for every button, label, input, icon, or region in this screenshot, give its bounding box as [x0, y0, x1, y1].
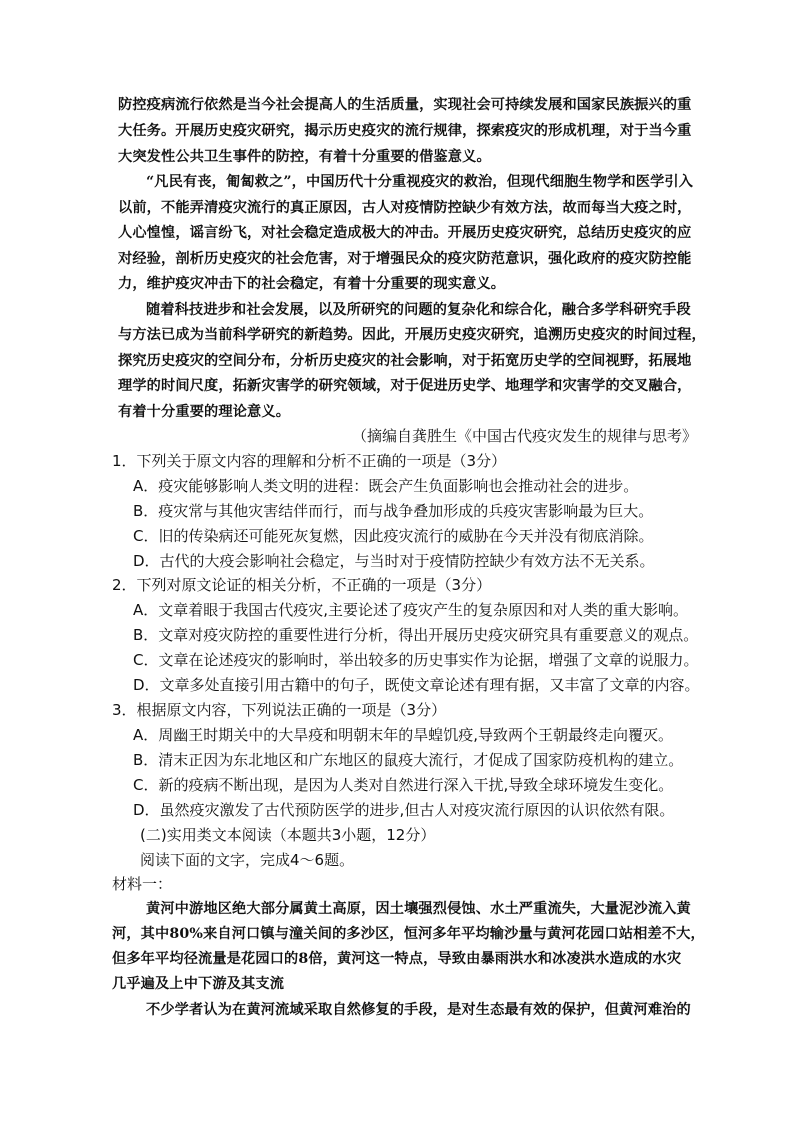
option-d: D．古代的大疫会影响社会稳定，与当时对于疫情防控缺少有效方法不无关系。	[133, 552, 655, 570]
option-a: A．周幽王时期关中的大旱疫和明朝末年的旱蝗饥疫,导致两个王朝最终走向覆灭。	[133, 726, 674, 744]
passage-line: 随着科技进步和社会发展，以及所研究的问题的复杂化和综合化，融合多学科研究手段	[146, 302, 691, 318]
option-c: C．文章在论述疫灾的影响时，举出较多的历史事实作为论据，增强了文章的说服力。	[133, 651, 699, 669]
option-c: C．新的疫病不断出现，是因为人类对自然进行深入干扰,导致全球环境发生变化。	[133, 776, 674, 794]
option-b: B．清末正因为东北地区和广东地区的鼠疫大流行，才促成了国家防疫机构的建立。	[133, 751, 684, 769]
option-c: C．旧的传染病还可能死灰复燃，因此疫灾流行的威胁在今天并没有彻底消除。	[133, 527, 654, 545]
passage-line: 大任务。开展历史疫灾研究，揭示历史疫灾的流行规律，探索疫灾的形成机理，对于当今重	[118, 123, 692, 139]
passage-line: 对经验，剖析历史疫灾的社会危害，对于增强民众的疫灾防范意识，强化政府的疫灾防控能	[118, 251, 692, 267]
passage-line: 河，其中80%来自河口镇与潼关间的多沙区，恒河多年平均输沙量与黄河花园口站相差不大，	[112, 926, 705, 942]
passage-line: 几乎遍及上中下游及其支流	[112, 976, 285, 992]
passage-line: 人心惶惶，谣言纷飞，对社会稳定造成极大的冲击。开展历史疫灾研究，总结历史疫灾的应	[118, 225, 692, 241]
option-d: D．虽然疫灾激发了古代预防医学的进步,但古人对疫灾流行原因的认识依然有限。	[133, 801, 675, 819]
passage-line: 力，维护疫灾冲击下的社会稳定，有着十分重要的现实意义。	[118, 276, 506, 292]
passage-line: 探究历史疫灾的空间分布，分析历史疫灾的社会影响，对于拓宽历史学的空间视野，拓展地	[118, 353, 692, 369]
option-b: B．疫灾常与其他灾害结伴而行，而与战争叠加形成的兵疫灾害影响最为巨大。	[133, 502, 654, 520]
question-stem: 2．下列对原文论证的相关分析，不正确的一项是（3分）	[112, 576, 492, 594]
passage-line: 不少学者认为在黄河流域采取自然修复的手段，是对生态最有效的保护，但黄河难治的	[146, 1002, 691, 1018]
material-label: 材料一：	[112, 875, 173, 893]
passage-line: 与方法已成为当前科学研究的新趋势。因此，开展历史疫灾研究，追溯历史疫灾的时间过程，	[118, 327, 706, 343]
passage-line: 以前，不能弄清疫灾流行的真正原因，古人对疫情防控缺少有效方法，故而每当大疫之时，	[118, 200, 692, 216]
passage-line: 黄河中游地区绝大部分属黄土高原，因土壤强烈侵蚀、水土严重流失，大量泥沙流入黄	[146, 901, 691, 917]
question-stem: 1．下列关于原文内容的理解和分析不正确的一项是（3分）	[112, 452, 507, 470]
question-stem: 3．根据原文内容，下列说法正确的一项是（3分）	[112, 701, 447, 719]
option-a: A．文章着眼于我国古代疫灾,主要论述了疫灾产生的复杂原因和对人类的重大影响。	[133, 601, 689, 619]
passage-line: 理学的时间尺度，拓新灾害学的研究领域，对于促进历史学、地理学和灾害学的交叉融合，	[118, 378, 692, 394]
passage-line: “凡民有丧，匍匐救之”，中国历代十分重视疫灾的救治，但现代细胞生物学和医学引入	[146, 174, 694, 190]
option-b: B．文章对疫灾防控的重要性进行分析，得出开展历史疫灾研究具有重要意义的观点。	[133, 626, 699, 644]
section-heading: (二)实用类文本阅读（本题共3小题，12分）	[140, 826, 436, 844]
passage-line: 但多年平均径流量是花园口的8倍，黄河这一特点，导致由暴雨洪水和冰凌洪水造成的水灾	[112, 951, 682, 967]
option-d: D．文章多处直接引用古籍中的句子，既使文章论述有理有据，又丰富了文章的内容。	[133, 676, 700, 694]
source-citation: （摘编自龚胜生《中国古代疫灾发生的规律与思考》	[352, 427, 698, 445]
passage-line: 防控疫病流行依然是当今社会提高人的生活质量，实现社会可持续发展和国家民族振兴的重	[118, 97, 692, 113]
option-a: A．疫灾能够影响人类文明的进程：既会产生负面影响也会推动社会的进步。	[133, 477, 639, 495]
passage-line: 大突发性公共卫生事件的防控，有着十分重要的借鉴意义。	[118, 149, 491, 165]
section-instruction: 阅读下面的文字，完成4～6题。	[140, 851, 355, 869]
passage-line: 有着十分重要的理论意义。	[118, 404, 291, 420]
